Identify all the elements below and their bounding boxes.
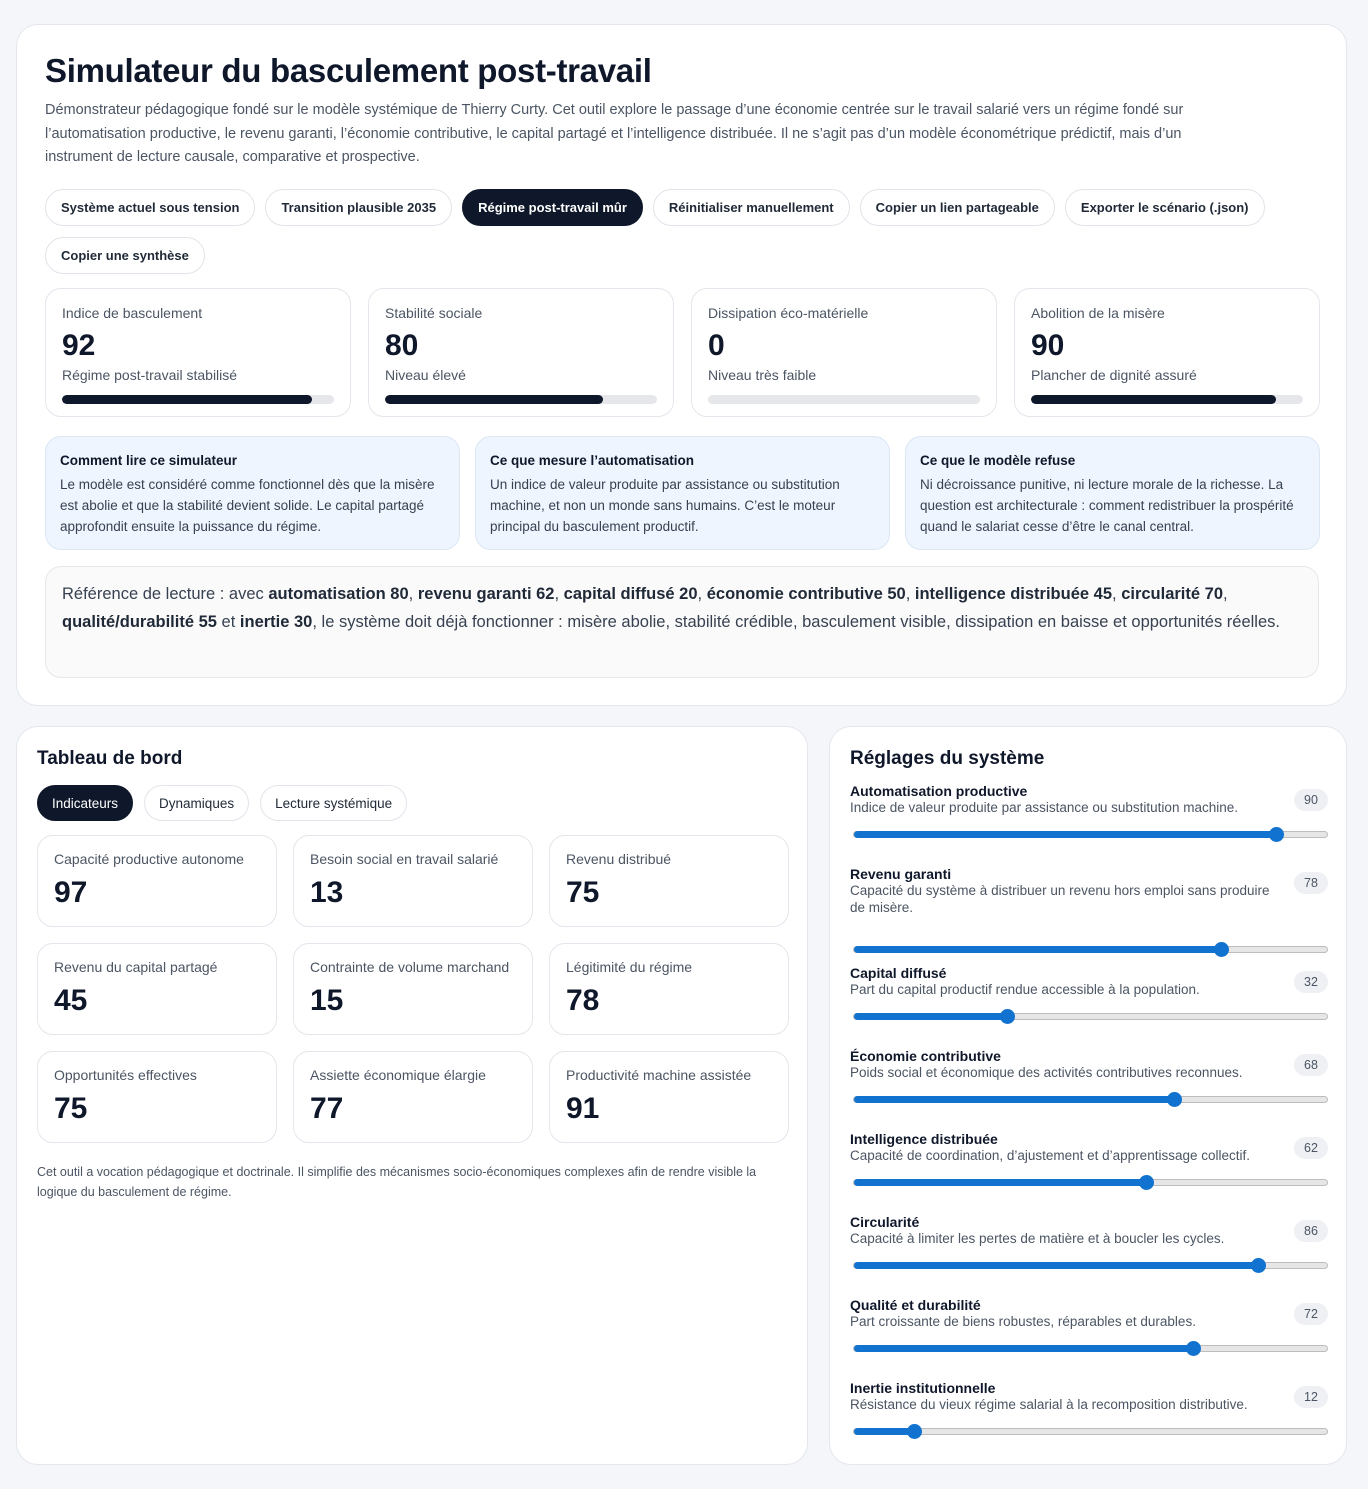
kpi-card bbox=[368, 288, 674, 417]
kpi-value: 0 bbox=[708, 329, 725, 362]
slider-value-badge: 62 bbox=[1294, 1137, 1328, 1159]
metric-value: 78 bbox=[566, 984, 600, 1017]
metric-label: Légitimité du régime bbox=[566, 959, 693, 975]
kpi-progress-fill bbox=[62, 395, 312, 404]
slider-thumb[interactable] bbox=[1251, 1258, 1266, 1273]
slider-label: Revenu garanti bbox=[850, 866, 952, 882]
kpi-status: Niveau élevé bbox=[385, 367, 466, 383]
info-card-title: Ce que le modèle refuse bbox=[920, 453, 1076, 468]
page-title: Simulateur du basculement post-travail bbox=[45, 52, 652, 89]
kpi-value: 92 bbox=[62, 329, 96, 362]
scenario-mature-button[interactable]: Régime post-travail mûr bbox=[462, 189, 643, 226]
slider-label: Capital diffusé bbox=[850, 965, 947, 981]
slider-fill bbox=[854, 1428, 911, 1435]
slider-track[interactable] bbox=[853, 1345, 1328, 1352]
metric-value: 15 bbox=[310, 984, 344, 1017]
kpi-progress-fill bbox=[1031, 395, 1276, 404]
metric-label: Capacité productive autonome bbox=[54, 851, 244, 867]
metric-label: Contrainte de volume marchand bbox=[310, 959, 510, 975]
slider-thumb[interactable] bbox=[1139, 1175, 1154, 1190]
kpi-card bbox=[691, 288, 997, 417]
slider-description: Part croissante de biens robustes, réparables et durables. bbox=[850, 1314, 1196, 1329]
slider-thumb[interactable] bbox=[1186, 1341, 1201, 1356]
reference-inertia: inertie 30 bbox=[239, 612, 313, 631]
metric-label: Revenu distribué bbox=[566, 851, 672, 867]
slider-value-badge: 86 bbox=[1294, 1220, 1328, 1242]
kpi-label: Abolition de la misère bbox=[1031, 305, 1165, 321]
metric-card bbox=[549, 943, 789, 1035]
kpi-label: Indice de basculement bbox=[62, 305, 203, 321]
slider-institutional-inertia bbox=[850, 1380, 1328, 1435]
metric-card bbox=[37, 835, 277, 927]
settings-title: Réglages du système bbox=[850, 748, 1045, 769]
slider-guaranteed-income bbox=[850, 866, 1328, 953]
metric-label: Revenu du capital partagé bbox=[54, 959, 218, 975]
settings-panel bbox=[829, 726, 1347, 1465]
metric-card bbox=[37, 943, 277, 1035]
metric-card bbox=[549, 1051, 789, 1143]
slider-fill bbox=[854, 831, 1280, 838]
slider-description: Indice de valeur produite par assistance ou substitution machine. bbox=[850, 800, 1238, 815]
metric-value: 45 bbox=[54, 984, 88, 1017]
slider-thumb[interactable] bbox=[1269, 827, 1284, 842]
slider-value-badge: 68 bbox=[1294, 1054, 1328, 1076]
slider-track[interactable] bbox=[853, 831, 1328, 838]
dashboard-tabs bbox=[37, 785, 787, 821]
reference-lead: Référence de lecture : avec bbox=[62, 585, 269, 603]
metric-value: 75 bbox=[54, 1092, 88, 1125]
metric-value: 97 bbox=[54, 876, 88, 909]
copy-link-button[interactable]: Copier un lien partageable bbox=[860, 189, 1055, 226]
kpi-progress-bar bbox=[708, 395, 980, 404]
export-json-button[interactable]: Exporter le scénario (.json) bbox=[1065, 189, 1265, 226]
slider-thumb[interactable] bbox=[1167, 1092, 1182, 1107]
reference-intelligence: intelligence distribuée 45 bbox=[914, 585, 1113, 603]
slider-fill bbox=[854, 1262, 1261, 1269]
metric-label: Productivité machine assistée bbox=[566, 1067, 752, 1083]
scenario-button-row bbox=[45, 189, 1305, 274]
slider-label: Automatisation productive bbox=[850, 783, 1028, 799]
reference-automation: automatisation 80 bbox=[268, 585, 409, 603]
slider-fill bbox=[854, 946, 1223, 953]
slider-value-badge: 78 bbox=[1294, 872, 1328, 894]
reference-contributive: économie contributive 50 bbox=[706, 585, 906, 603]
reference-quality: qualité/durabilité 55 bbox=[62, 612, 217, 631]
slider-thumb[interactable] bbox=[1214, 942, 1229, 957]
slider-track[interactable] bbox=[853, 1428, 1328, 1435]
slider-description: Part du capital productif rendue accessible à la population. bbox=[850, 982, 1200, 997]
slider-circularity bbox=[850, 1214, 1328, 1269]
kpi-progress-bar bbox=[1031, 395, 1303, 404]
kpi-progress-bar bbox=[385, 395, 657, 404]
slider-automation bbox=[850, 783, 1328, 838]
slider-track[interactable] bbox=[853, 1262, 1328, 1269]
slider-fill bbox=[854, 1096, 1176, 1103]
metric-value: 77 bbox=[310, 1092, 344, 1125]
slider-label: Inertie institutionnelle bbox=[850, 1380, 996, 1396]
slider-value-badge: 32 bbox=[1294, 971, 1328, 993]
slider-description: Capacité du système à distribuer un revenu hors emploi sans produire de misère. bbox=[850, 883, 1270, 915]
reference-income: revenu garanti 62 bbox=[417, 585, 555, 603]
intro-text: Démonstrateur pédagogique fondé sur le modèle systémique de Thierry Curty. Cet outil explore le passage d’une économie centrée sur le travail salarié vers un régime fondé sur l’automatisation productive, le revenu garanti, l’économie contributive, le capital partagé et l’intelligence distribuée. Il ne s’agit pas d’un modèle économétrique prédictif, mais d’un instrument de lecture causale, comparative et prospective. bbox=[45, 102, 1184, 165]
hero-panel bbox=[16, 24, 1347, 706]
slider-description: Poids social et économique des activités contributives reconnues. bbox=[850, 1065, 1243, 1080]
scenario-current-button[interactable]: Système actuel sous tension bbox=[45, 189, 255, 226]
metric-card bbox=[293, 943, 533, 1035]
slider-label: Qualité et durabilité bbox=[850, 1297, 981, 1313]
metric-value: 75 bbox=[566, 876, 600, 909]
reference-tail: , le système doit déjà fonctionner : misère abolie, stabilité crédible, basculement visible, dissipation en baisse et opportunités réelles. bbox=[312, 612, 1280, 631]
metric-card bbox=[293, 835, 533, 927]
info-card-refuse bbox=[905, 436, 1320, 550]
disclaimer-note: Cet outil a vocation pédagogique et doctrinale. Il simplifie des mécanismes socio-économiques complexes afin de rendre visible la logique du basculement de régime. bbox=[37, 1165, 757, 1199]
metric-card bbox=[37, 1051, 277, 1143]
info-card-title: Ce que mesure l’automatisation bbox=[490, 453, 695, 468]
kpi-status: Plancher de dignité assuré bbox=[1031, 367, 1197, 383]
kpi-label: Stabilité sociale bbox=[385, 305, 483, 321]
scenario-transition-2035-button[interactable]: Transition plausible 2035 bbox=[265, 189, 452, 226]
slider-quality-durability bbox=[850, 1297, 1328, 1352]
info-card-automation bbox=[475, 436, 890, 550]
metric-grid bbox=[37, 835, 787, 1143]
info-card-text: Un indice de valeur produite par assistance ou substitution machine, et non un monde sans humains. C’est le moteur principal du basculement productif. bbox=[490, 477, 840, 534]
kpi-card bbox=[1014, 288, 1320, 417]
slider-fill bbox=[854, 1013, 1005, 1020]
slider-description: Capacité à limiter les pertes de matière et à boucler les cycles. bbox=[850, 1231, 1225, 1246]
slider-track[interactable] bbox=[853, 1013, 1328, 1020]
info-card-reading bbox=[45, 436, 460, 550]
reference-capital: capital diffusé 20 bbox=[563, 585, 698, 603]
reference-circularity: circularité 70 bbox=[1121, 585, 1223, 603]
metric-label: Besoin social en travail salarié bbox=[310, 851, 499, 867]
reset-button[interactable]: Réinitialiser manuellement bbox=[653, 189, 850, 226]
slider-distributed-intelligence bbox=[850, 1131, 1328, 1186]
slider-thumb[interactable] bbox=[1000, 1009, 1015, 1024]
kpi-row bbox=[45, 288, 1320, 417]
slider-value-badge: 90 bbox=[1294, 789, 1328, 811]
reference-and: et bbox=[216, 612, 240, 631]
kpi-status: Niveau très faible bbox=[708, 367, 817, 383]
slider-track[interactable] bbox=[853, 1096, 1328, 1103]
copy-summary-button[interactable]: Copier une synthèse bbox=[45, 237, 205, 274]
slider-label: Circularité bbox=[850, 1214, 920, 1230]
metric-value: 13 bbox=[310, 876, 344, 909]
tab-indicators[interactable]: Indicateurs bbox=[37, 785, 133, 821]
slider-description: Capacité de coordination, d’ajustement et d’apprentissage collectif. bbox=[850, 1148, 1250, 1163]
slider-thumb[interactable] bbox=[907, 1424, 922, 1439]
info-card-text: Ni décroissance punitive, ni lecture morale de la richesse. La question est architecturale : comment redistribuer la prospérité quand le salariat cesse d’être le canal central. bbox=[920, 477, 1294, 534]
info-card-text: Le modèle est considéré comme fonctionnel dès que la misère est abolie et que la stabilité devient solide. Le capital partagé approfondit ensuite la puissance du régime. bbox=[60, 477, 435, 534]
dashboard-panel bbox=[16, 726, 808, 1465]
metric-value: 91 bbox=[566, 1092, 600, 1125]
slider-track[interactable] bbox=[853, 1179, 1328, 1186]
metric-card bbox=[293, 1051, 533, 1143]
slider-fill bbox=[854, 1179, 1147, 1186]
kpi-progress-bar bbox=[62, 395, 334, 404]
slider-contributive-economy bbox=[850, 1048, 1328, 1103]
kpi-card bbox=[45, 288, 351, 417]
slider-track[interactable] bbox=[853, 946, 1328, 953]
metric-label: Assiette économique élargie bbox=[310, 1067, 486, 1083]
kpi-status: Régime post-travail stabilisé bbox=[62, 367, 238, 383]
slider-value-badge: 72 bbox=[1294, 1303, 1328, 1325]
slider-fill bbox=[854, 1345, 1195, 1352]
reading-reference: Référence de lecture : avec automatisation 80, revenu garanti 62, capital diffusé 20, économie contributive 50, intelligence distribuée 45, circularité 70, qualité/durabilité 55 et inertie 30, le système doit déjà fonctionner : misère abolie, stabilité crédible, basculement visible, dissipation en baisse et opportunités réelles. bbox=[45, 566, 1319, 678]
kpi-value: 80 bbox=[385, 329, 419, 362]
tab-systemic-reading[interactable]: Lecture systémique bbox=[260, 785, 407, 821]
kpi-value: 90 bbox=[1031, 329, 1065, 362]
metric-card bbox=[549, 835, 789, 927]
dashboard-title: Tableau de bord bbox=[37, 748, 183, 769]
metric-label: Opportunités effectives bbox=[54, 1067, 197, 1083]
slider-diffused-capital bbox=[850, 965, 1328, 1020]
slider-description: Résistance du vieux régime salarial à la recomposition distributive. bbox=[850, 1397, 1248, 1412]
kpi-progress-fill bbox=[385, 395, 603, 404]
info-card-title: Comment lire ce simulateur bbox=[60, 453, 238, 468]
slider-label: Intelligence distribuée bbox=[850, 1131, 998, 1147]
kpi-label: Dissipation éco-matérielle bbox=[708, 305, 869, 321]
slider-label: Économie contributive bbox=[850, 1048, 1001, 1064]
info-card-row bbox=[45, 436, 1320, 550]
tab-dynamics[interactable]: Dynamiques bbox=[144, 785, 249, 821]
slider-value-badge: 12 bbox=[1294, 1386, 1328, 1408]
